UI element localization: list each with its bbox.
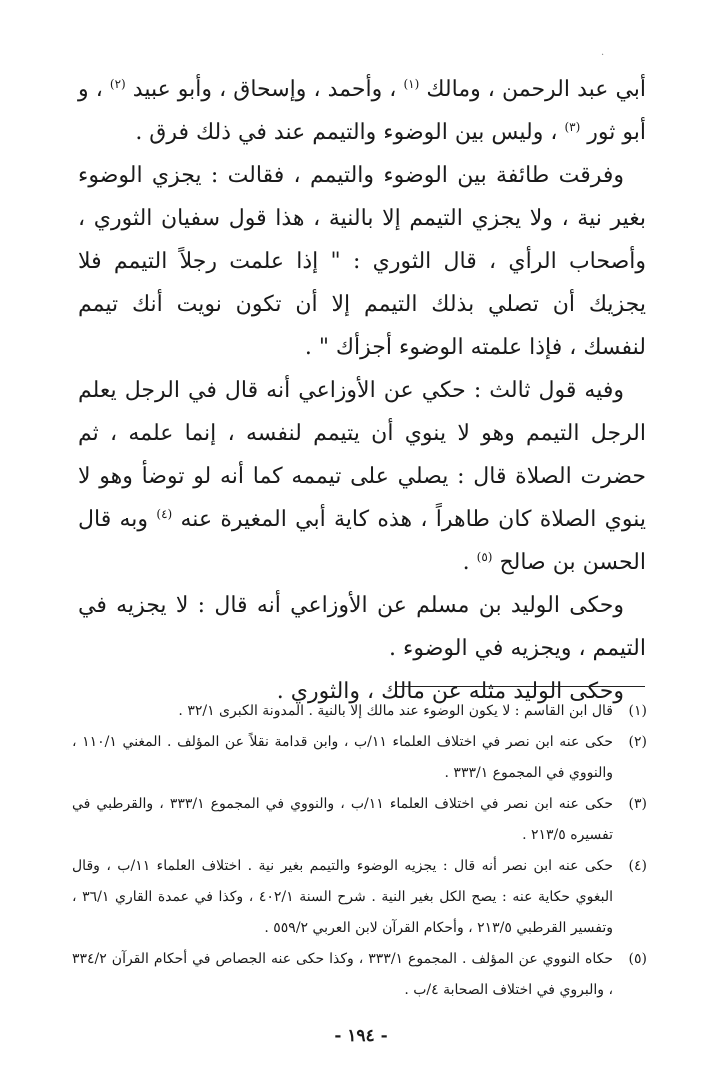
footnote-number: (٥) xyxy=(628,951,647,967)
paragraph-3: وفيه قول ثالث : حكي عن الأوزاعي أنه قال في الرجل يعلم الرجل التيمم وهو لا ينوي أن يتيمم لنفسه ، إنما علمه ، ثم حضرت الصلاة قال : يصلي على تيممه كما أنه لو توضأ وهو لا ينوي الصلاة كان طاهراً ، هذه كاية أبي المغيرة عنه $^{(٤)}$ وبه قال الحسن بن صالح $^{(٥)}$ . xyxy=(78,378,647,575)
footnote-ref-2: (٢) xyxy=(109,77,126,91)
footnote-3 xyxy=(72,789,647,851)
footnote-number: (٢) xyxy=(628,734,647,750)
footnote-text: قال ابن القاسم : لا يكون الوضوء عند مالك إلا بالنية . المدونة الكبرى ٣٢/١ . xyxy=(178,703,613,719)
footnote-text: حكاه النووي عن المؤلف . المجموع ٣٣٣/١ ، وكذا حكى عنه الجصاص في أحكام القرآن ٣٣٤/٢ ، والبروي في اختلاف الصحابة ٤/ب . xyxy=(72,951,613,998)
footnote-2 xyxy=(72,727,647,789)
paragraph-2: وفرقت طائفة بين الوضوء والتيمم ، فقالت : يجزي الوضوء بغير نية ، ولا يجزي التيمم إلا بالنية ، هذا قول سفيان الثوري ، وأصحاب الرأي ، قال الثوري : " إذا علمت رجلاً التيمم فلا يجزيك أن تصلي بذلك التيمم إلا أن تكون نويت أنك تيمم لنفسك ، فإذا علمته الوضوء أجزأك " . xyxy=(78,163,646,360)
paragraph-4: وحكى الوليد بن مسلم عن الأوزاعي أنه قال : لا يجزيه في التيمم ، ويجزيه في الوضوء . xyxy=(78,593,646,661)
footnote-ref-1: (١) xyxy=(403,77,420,91)
footnote-ref-5: (٥) xyxy=(476,550,493,564)
footnote-number: (٣) xyxy=(628,796,647,812)
footnote-5 xyxy=(72,944,647,1006)
footnote-separator xyxy=(395,686,645,687)
footnotes xyxy=(72,696,647,1006)
footnote-text: حكى عنه ابن نصر في اختلاف العلماء ١١/ب ، وابن قدامة نقلاً عن المؤلف . المغني ١١٠/١ ، والنووي في المجموع ٣٣٣/١ . xyxy=(72,734,613,781)
footnote-4 xyxy=(72,851,647,944)
page-number: - ١٩٤ - xyxy=(334,1026,388,1046)
footnote-number: (١) xyxy=(628,703,647,719)
decorative-dot: · xyxy=(601,50,605,61)
footnote-text: حكى عنه ابن نصر أنه قال : يجزيه الوضوء والتيمم بغير نية . اختلاف العلماء ١١/ب ، وقال البغوي حكاية عنه : يصح الكل بغير النية . شرح السنة ٤٠٢/١ ، وكذا في عمدة القاري ٣٦/١ ، وتفسير القرطبي ٢١٣/٥ ، وأحكام القرآن لابن العربي ٥٥٩/٢ . xyxy=(72,858,613,936)
footnote-number: (٤) xyxy=(628,858,647,874)
footnote-ref-4: (٤) xyxy=(156,507,173,521)
footnote-1 xyxy=(72,696,647,727)
footnote-text: حكى عنه ابن نصر في اختلاف العلماء ١١/ب ، والنووي في المجموع ٣٣٣/١ ، والقرطبي في تفسيره ٢١٣/٥ . xyxy=(72,796,613,843)
paragraph-1: أبي عبد الرحمن ، ومالك $^{(١)}$ ، وأحمد ، وإسحاق ، وأبو عبيد $^{(٢)}$ ، و أبو ثور $^{(٣)}$ ، وليس بين الوضوء والتيمم عند في ذلك فرق . xyxy=(78,77,647,145)
footnote-ref-3: (٣) xyxy=(564,120,581,134)
main-text xyxy=(78,68,646,713)
paragraph-5: وحكى الوليد مثله عن مالك ، والثوري . xyxy=(276,679,624,704)
